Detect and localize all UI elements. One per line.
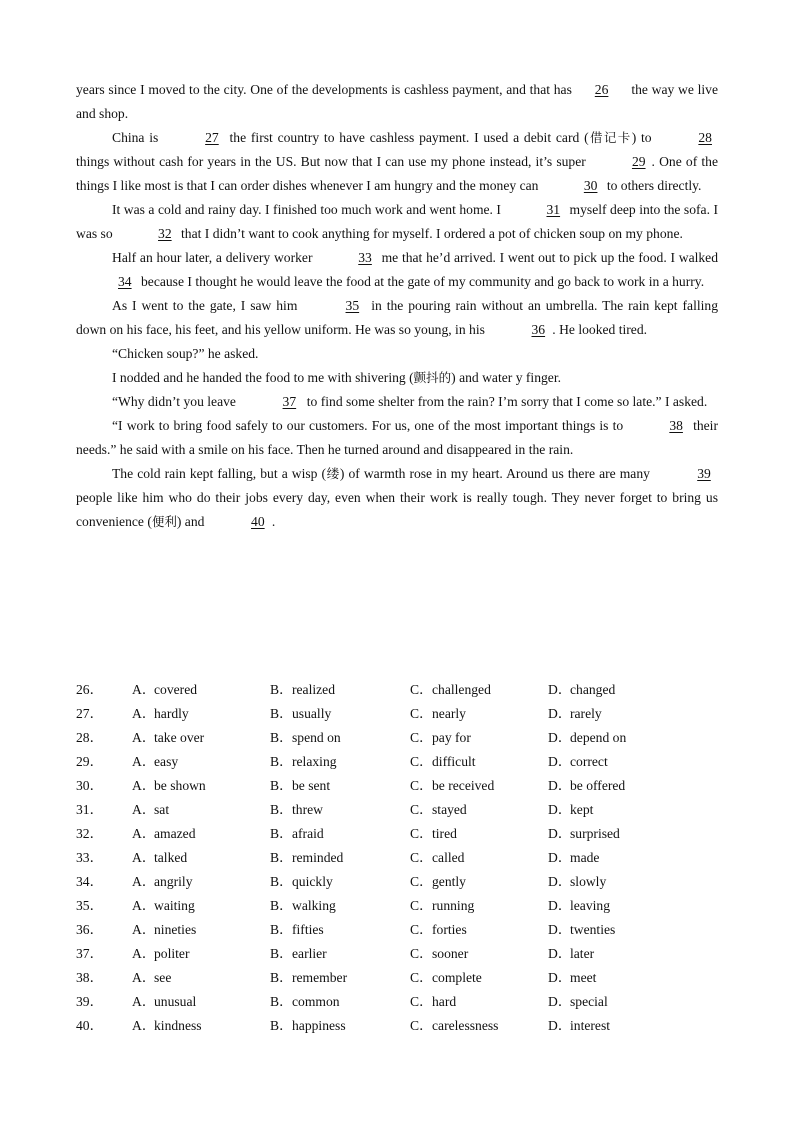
choice-letter: B． [270, 994, 293, 1009]
paragraph-4: Half an hour later, a delivery worker 33 me that he’d arrived. I went out to pick up the food. I walked 34 because I thought he would leave the food at the gate of my community and go back to work in a hurry. [76, 246, 718, 294]
choice-text: reminded [292, 850, 344, 865]
choice-d [548, 702, 668, 726]
choice-c [410, 750, 548, 774]
choice-text: rarely [570, 706, 602, 721]
choice-letter: A． [132, 754, 156, 769]
choice-c [410, 678, 548, 702]
choice-a [132, 702, 270, 726]
choice-text: carelessness [432, 1018, 499, 1033]
choice-letter: A． [132, 802, 156, 817]
choice-a [132, 870, 270, 894]
choice-text: stayed [432, 802, 467, 817]
choice-text: angrily [154, 874, 193, 889]
choice-a [132, 894, 270, 918]
choice-text: leaving [570, 898, 611, 913]
option-row [76, 1014, 718, 1038]
choice-d [548, 774, 668, 798]
choice-letter: D． [548, 826, 572, 841]
question-number: 39． [76, 994, 104, 1009]
choice-d [548, 990, 668, 1014]
choice-d [548, 894, 668, 918]
choice-a [132, 918, 270, 942]
choice-text: usually [292, 706, 332, 721]
choice-letter: B． [270, 826, 293, 841]
choice-text: interest [570, 1018, 611, 1033]
blank-38: 38 [669, 418, 683, 433]
paragraph-9: “I work to bring food safely to our customers. For us, one of the most important things is to 38 their needs.” he said with a smile on his face. Then he turned around and disappeared in the rain. [76, 414, 718, 462]
choice-letter: C． [410, 922, 433, 937]
choice-letter: C． [410, 682, 433, 697]
choice-a [132, 942, 270, 966]
cloze-passage [76, 78, 718, 534]
paragraph-1: years since I moved to the city. One of the developments is cashless payment, and that has 26 the way we live and shop. [76, 78, 718, 126]
question-number: 27． [76, 706, 104, 721]
blank-39: 39 [697, 466, 711, 481]
choice-letter: C． [410, 778, 433, 793]
option-row [76, 798, 718, 822]
choice-letter: B． [270, 922, 293, 937]
choice-text: covered [154, 682, 198, 697]
choice-letter: C． [410, 946, 433, 961]
choice-a [132, 822, 270, 846]
choice-text: easy [154, 754, 179, 769]
choice-text: threw [292, 802, 323, 817]
choice-b [270, 894, 410, 918]
question-number: 38． [76, 970, 104, 985]
option-row [76, 894, 718, 918]
choice-text: talked [154, 850, 188, 865]
choice-letter: C． [410, 802, 433, 817]
blank-32: 32 [158, 226, 172, 241]
choice-text: be offered [570, 778, 626, 793]
choice-text: later [570, 946, 595, 961]
choice-c [410, 1014, 548, 1038]
choice-c [410, 822, 548, 846]
choice-text: hard [432, 994, 457, 1009]
choice-c [410, 990, 548, 1014]
question-number: 32． [76, 826, 104, 841]
choice-d [548, 942, 668, 966]
choice-text: remember [292, 970, 348, 985]
choice-text: hardly [154, 706, 189, 721]
blank-34: 34 [118, 274, 132, 289]
question-number: 33． [76, 850, 104, 865]
blank-40: 40 [251, 514, 265, 529]
choice-letter: C． [410, 898, 433, 913]
answer-options [76, 678, 718, 1038]
choice-letter: B． [270, 946, 293, 961]
choice-letter: A． [132, 730, 156, 745]
choice-d [548, 678, 668, 702]
choice-letter: C． [410, 1018, 433, 1033]
choice-letter: A． [132, 874, 156, 889]
choice-text: complete [432, 970, 482, 985]
choice-letter: A． [132, 1018, 156, 1033]
choice-letter: D． [548, 994, 572, 1009]
blank-36: 36 [531, 322, 546, 337]
blank-33: 33 [358, 250, 372, 265]
paragraph-3: It was a cold and rainy day. I finished too much work and went home. I 31 myself deep into the sofa. I was so 32 that I didn’t want to cook anything for myself. I ordered a pot of chicken soup on my phone. [76, 198, 718, 246]
option-row [76, 966, 718, 990]
choice-letter: B． [270, 850, 293, 865]
choice-text: take over [154, 730, 205, 745]
choice-text: unusual [154, 994, 197, 1009]
choice-a [132, 846, 270, 870]
choice-letter: D． [548, 874, 572, 889]
choice-a [132, 678, 270, 702]
blank-31: 31 [546, 202, 561, 217]
choice-letter: B． [270, 682, 293, 697]
choice-text: quickly [292, 874, 333, 889]
choice-b [270, 870, 410, 894]
question-number: 36． [76, 922, 104, 937]
question-number: 31． [76, 802, 104, 817]
choice-a [132, 774, 270, 798]
option-row [76, 822, 718, 846]
choice-letter: D． [548, 946, 572, 961]
choice-text: afraid [292, 826, 324, 841]
choice-letter: C． [410, 826, 433, 841]
choice-text: pay for [432, 730, 471, 745]
choice-text: kindness [154, 1018, 202, 1033]
question-number: 29． [76, 754, 104, 769]
choice-letter: C． [410, 874, 433, 889]
choice-text: difficult [432, 754, 476, 769]
choice-letter: D． [548, 754, 572, 769]
choice-c [410, 942, 548, 966]
choice-letter: D． [548, 970, 572, 985]
choice-text: correct [570, 754, 608, 769]
choice-d [548, 1014, 668, 1038]
choice-letter: D． [548, 922, 572, 937]
choice-c [410, 702, 548, 726]
choice-a [132, 726, 270, 750]
choice-text: amazed [154, 826, 196, 841]
choice-d [548, 822, 668, 846]
choice-c [410, 894, 548, 918]
choice-b [270, 990, 410, 1014]
choice-letter: C． [410, 850, 433, 865]
choice-text: called [432, 850, 465, 865]
choice-a [132, 798, 270, 822]
choice-b [270, 750, 410, 774]
choice-d [548, 750, 668, 774]
choice-text: be shown [154, 778, 206, 793]
choice-letter: B． [270, 970, 293, 985]
choice-letter: B． [270, 778, 293, 793]
blank-30: 30 [583, 178, 598, 193]
choice-b [270, 774, 410, 798]
choice-letter: C． [410, 730, 433, 745]
option-row [76, 702, 718, 726]
choice-c [410, 918, 548, 942]
choice-text: be sent [292, 778, 331, 793]
option-row [76, 678, 718, 702]
choice-text: challenged [432, 682, 491, 697]
choice-letter: D． [548, 802, 572, 817]
choice-text: made [570, 850, 600, 865]
choice-c [410, 870, 548, 894]
choice-b [270, 918, 410, 942]
paragraph-6: “Chicken soup?” he asked. [112, 346, 259, 361]
choice-a [132, 750, 270, 774]
blank-27: 27 [205, 130, 219, 145]
question-number: 34． [76, 874, 104, 889]
choice-b [270, 966, 410, 990]
choice-letter: A． [132, 850, 156, 865]
choice-letter: C． [410, 754, 433, 769]
choice-b [270, 726, 410, 750]
choice-letter: B． [270, 730, 293, 745]
choice-b [270, 1014, 410, 1038]
choice-d [548, 918, 668, 942]
choice-text: earlier [292, 946, 327, 961]
paragraph-5: As I went to the gate, I saw him 35 in the pouring rain without an umbrella. The rain kept falling down on his face, his feet, and his yellow uniform. He was so young, in his 36 . He looked tired. [76, 294, 718, 342]
paragraph-2: China is 27 the first country to have cashless payment. I used a debit card (借记卡) to 28 things without cash for years in the US. But now that I can use my phone instead, it’s super 29 . One of the things I like most is that I can order dishes whenever I am hungry and the money can 30 to others directly. [76, 126, 718, 198]
choice-text: be received [432, 778, 495, 793]
choice-c [410, 966, 548, 990]
choice-d [548, 966, 668, 990]
option-row [76, 846, 718, 870]
choice-d [548, 846, 668, 870]
choice-letter: D． [548, 682, 572, 697]
choice-a [132, 1014, 270, 1038]
option-row [76, 750, 718, 774]
choice-letter: A． [132, 706, 156, 721]
choice-letter: D． [548, 730, 572, 745]
choice-letter: B． [270, 754, 293, 769]
choice-text: special [570, 994, 608, 1009]
choice-letter: C． [410, 970, 433, 985]
choice-a [132, 990, 270, 1014]
question-number: 37． [76, 946, 104, 961]
choice-letter: A． [132, 970, 156, 985]
choice-letter: C． [410, 706, 433, 721]
choice-text: tired [432, 826, 457, 841]
choice-b [270, 678, 410, 702]
option-row [76, 918, 718, 942]
choice-d [548, 870, 668, 894]
blank-35: 35 [345, 298, 360, 313]
blank-37: 37 [282, 394, 297, 409]
choice-text: realized [292, 682, 336, 697]
choice-text: nineties [154, 922, 197, 937]
choice-text: nearly [432, 706, 466, 721]
choice-letter: A． [132, 946, 156, 961]
choice-letter: A． [132, 778, 156, 793]
choice-c [410, 798, 548, 822]
choice-d [548, 726, 668, 750]
choice-b [270, 702, 410, 726]
blank-28: 28 [698, 130, 712, 145]
choice-letter: D． [548, 1018, 572, 1033]
choice-text: changed [570, 682, 616, 697]
paragraph-10: The cold rain kept falling, but a wisp (缕) of warmth rose in my heart. Around us there are many 39 people like him who do their jobs every day, even when their work is really tough. They never forget to bring us convenience (便利) and 40 . [76, 462, 718, 534]
paragraph-8: “Why didn’t you leave 37 to find some shelter from the rain? I’m sorry that I come so late.” I asked. [76, 390, 718, 414]
choice-d [548, 798, 668, 822]
choice-letter: B． [270, 898, 293, 913]
choice-letter: D． [548, 850, 572, 865]
choice-letter: C． [410, 994, 433, 1009]
choice-text: forties [432, 922, 467, 937]
choice-letter: A． [132, 922, 156, 937]
choice-letter: B． [270, 874, 293, 889]
choice-letter: A． [132, 898, 156, 913]
choice-b [270, 822, 410, 846]
question-number: 40． [76, 1018, 104, 1033]
choice-text: see [154, 970, 172, 985]
option-row [76, 726, 718, 750]
choice-text: sooner [432, 946, 469, 961]
choice-text: happiness [292, 1018, 346, 1033]
choice-text: common [292, 994, 340, 1009]
question-number: 30． [76, 778, 104, 793]
choice-text: spend on [292, 730, 341, 745]
choice-text: relaxing [292, 754, 337, 769]
choice-text: waiting [154, 898, 195, 913]
choice-b [270, 846, 410, 870]
choice-c [410, 726, 548, 750]
choice-b [270, 942, 410, 966]
choice-c [410, 846, 548, 870]
option-row [76, 774, 718, 798]
option-row [76, 942, 718, 966]
choice-letter: B． [270, 802, 293, 817]
choice-text: sat [154, 802, 170, 817]
question-number: 26． [76, 682, 104, 697]
choice-letter: D． [548, 706, 572, 721]
blank-26: 26 [594, 82, 609, 97]
choice-text: twenties [570, 922, 616, 937]
choice-letter: A． [132, 682, 156, 697]
choice-letter: A． [132, 826, 156, 841]
choice-text: surprised [570, 826, 620, 841]
choice-text: walking [292, 898, 336, 913]
option-row [76, 870, 718, 894]
choice-letter: D． [548, 898, 572, 913]
paragraph-7: I nodded and he handed the food to me with shivering (颤抖的) and water y finger. [112, 370, 561, 385]
option-row [76, 990, 718, 1014]
choice-text: politer [154, 946, 190, 961]
choice-b [270, 798, 410, 822]
choice-letter: A． [132, 994, 156, 1009]
choice-text: slowly [570, 874, 607, 889]
question-number: 28． [76, 730, 104, 745]
choice-text: fifties [292, 922, 324, 937]
choice-text: depend on [570, 730, 627, 745]
choice-text: gently [432, 874, 466, 889]
choice-letter: D． [548, 778, 572, 793]
choice-letter: B． [270, 1018, 293, 1033]
question-number: 35． [76, 898, 104, 913]
choice-text: running [432, 898, 475, 913]
choice-a [132, 966, 270, 990]
choice-letter: B． [270, 706, 293, 721]
blank-29: 29 [631, 154, 646, 169]
choice-c [410, 774, 548, 798]
choice-text: kept [570, 802, 594, 817]
choice-text: meet [570, 970, 597, 985]
